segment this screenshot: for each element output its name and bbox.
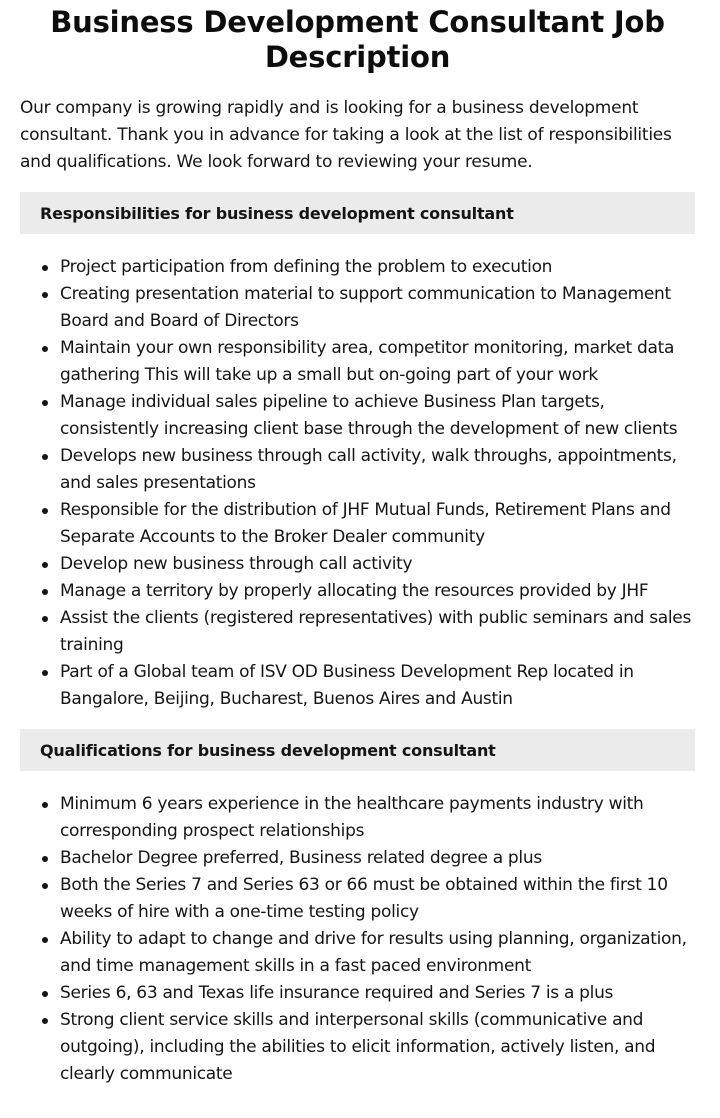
list-item-text: Minimum 6 years experience in the healthcare payments industry with corresponding prospect relationships — [60, 794, 644, 841]
bullet-icon — [42, 454, 48, 460]
qualification-item — [20, 845, 695, 872]
list-item-text: Creating presentation material to support communication to Management Board and Board of Directors — [60, 284, 671, 331]
bullet-icon — [42, 883, 48, 889]
responsibility-item — [20, 659, 695, 713]
bullet-icon — [42, 400, 48, 406]
bullet-icon — [42, 1018, 48, 1024]
qualification-item — [20, 872, 695, 926]
qualification-item — [20, 926, 695, 980]
bullet-icon — [42, 670, 48, 676]
list-item-text: Develops new business through call activity, walk throughs, appointments, and sales presentations — [60, 446, 677, 493]
list-item-text: Strong client service skills and interpersonal skills (communicative and outgoing), including the abilities to elicit information, actively listen, and clearly communicate — [60, 1010, 656, 1084]
bullet-icon — [42, 856, 48, 862]
list-item-text: Both the Series 7 and Series 63 or 66 must be obtained within the first 10 weeks of hire with a one-time testing policy — [60, 875, 668, 922]
list-item-text: Manage a territory by properly allocating the resources provided by JHF — [60, 581, 649, 601]
bullet-icon — [42, 937, 48, 943]
responsibility-item — [20, 335, 695, 389]
responsibility-item — [20, 605, 695, 659]
bullet-icon — [42, 991, 48, 997]
bullet-icon — [42, 346, 48, 352]
bullet-icon — [42, 508, 48, 514]
responsibility-item — [20, 497, 695, 551]
responsibility-item — [20, 254, 695, 281]
list-item-text: Responsible for the distribution of JHF Mutual Funds, Retirement Plans and Separate Accounts to the Broker Dealer community — [60, 500, 671, 547]
qualifications-heading: Qualifications for business development consultant — [20, 729, 695, 771]
responsibility-item — [20, 443, 695, 497]
qualifications-list — [20, 791, 695, 1088]
responsibility-item — [20, 578, 695, 605]
list-item-text: Maintain your own responsibility area, competitor monitoring, market data gathering This will take up a small but on-going part of your work — [60, 338, 675, 385]
responsibility-item — [20, 551, 695, 578]
responsibilities-heading: Responsibilities for business development consultant — [20, 192, 695, 234]
list-item-text: Series 6, 63 and Texas life insurance required and Series 7 is a plus — [60, 983, 614, 1003]
bullet-icon — [42, 589, 48, 595]
bullet-icon — [42, 802, 48, 808]
page-title: Business Development Consultant Job Description — [50, 5, 665, 74]
qualification-item — [20, 791, 695, 845]
list-item-text: Manage individual sales pipeline to achieve Business Plan targets, consistently increasing client base through the development of new clients — [60, 392, 678, 439]
responsibility-item — [20, 389, 695, 443]
bullet-icon — [42, 616, 48, 622]
qualification-item — [20, 1007, 695, 1088]
list-item-text: Bachelor Degree preferred, Business related degree a plus — [60, 848, 542, 868]
bullet-icon — [42, 265, 48, 271]
qualification-item — [20, 980, 695, 1007]
responsibility-item — [20, 281, 695, 335]
list-item-text: Project participation from defining the problem to execution — [60, 257, 553, 277]
list-item-text: Part of a Global team of ISV OD Business Development Rep located in Bangalore, Beijing, Bucharest, Buenos Aires and Austin — [60, 662, 634, 709]
list-item-text: Assist the clients (registered representatives) with public seminars and sales training — [60, 608, 692, 655]
bullet-icon — [42, 292, 48, 298]
responsibilities-list — [20, 254, 695, 713]
list-item-text: Ability to adapt to change and drive for results using planning, organization, and time management skills in a fast paced environment — [60, 929, 687, 976]
bullet-icon — [42, 562, 48, 568]
list-item-text: Develop new business through call activity — [60, 554, 413, 574]
intro-paragraph: Our company is growing rapidly and is looking for a business development consultant. Thank you in advance for taking a look at the list of responsibilities and qualifications. We look forward to reviewing your resume. — [20, 98, 672, 172]
